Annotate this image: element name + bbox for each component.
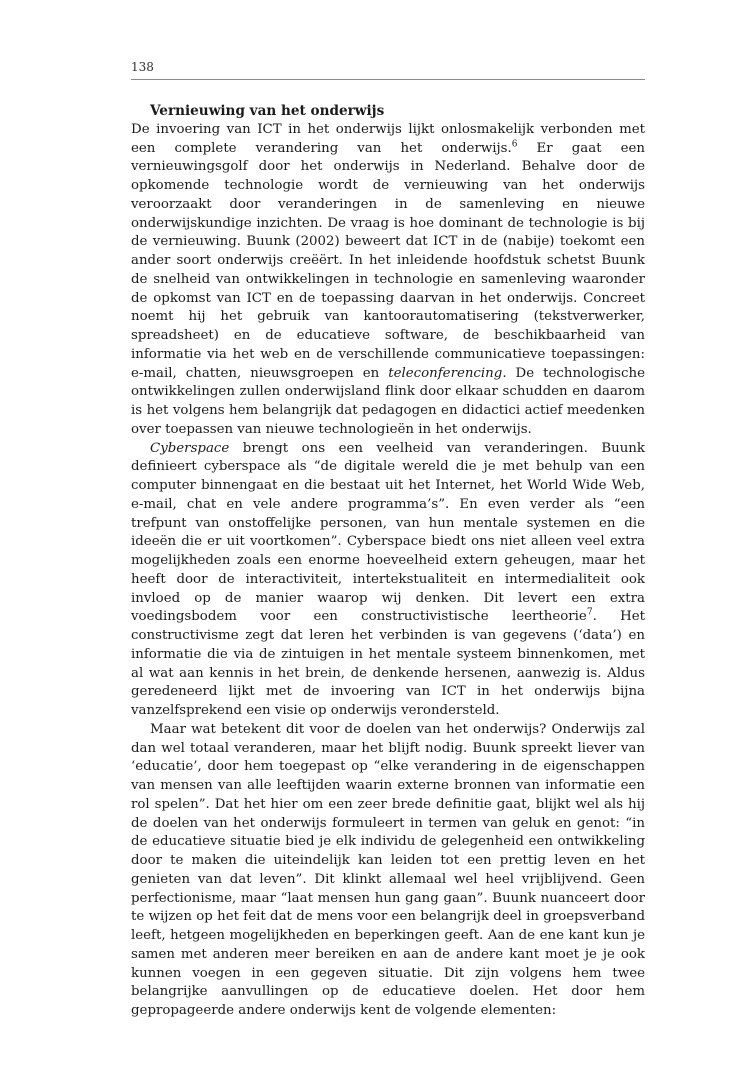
paragraph-3-text: Maar wat betekent dit voor de doelen van het onderwijs? Onderwijs zal dan wel totaal veranderen, maar het blijft nodig. Buunk spreekt liever van ‘educatie’, door hem toegepast op “elke verandering in de eigenschappen van mensen van alle leeftijden waarin externe bronnen van informatie een rol spelen”. Dat het hier om een zeer brede definitie gaat, blijkt wel als hij de doelen van het onderwijs formuleert in termen van geluk en genot: “in de educatieve situatie bied je elk individu de gelegenheid een ontwikkeling door te maken die uiteindelijk kan leiden tot een prettig leven en het genieten van dat leven”. Dit klinkt allemaal wel heel vrijblijvend. Geen perfectionisme, maar “laat mensen hun gang gaan”. Buunk nuanceert door te wijzen op het feit dat de mens voor een belangrijk deel in groepsverband leeft, hetgeen mogelijkheden en beperkingen geeft. Aan de ene kant kun je samen met anderen meer bereiken en aan de andere kant moet je je ook kunnen voegen in een gegeven situatie. Dit zijn volgens hem twee belangrijke aanvullingen op de educatieve doelen. Het door hem gepropageerde andere onderwijs kent de volgende elementen:: [131, 721, 645, 1018]
paragraph-1-text-c: . De technologische ontwikkelingen zullen onderwijsland flink door elkaar schudden en daarom is het volgens hem belangrijk dat pedagogen en didactici actief meedenken over toepassen van nieuwe technologieën in het onderwijs.: [131, 365, 645, 437]
paragraph-3: [131, 721, 645, 1021]
paragraph-2: [131, 440, 645, 721]
paragraph-1: [131, 121, 645, 440]
footnote-ref-7: 7: [586, 607, 593, 618]
footnote-ref-6: 6: [511, 139, 518, 150]
header-rule: [131, 79, 645, 80]
teleconferencing-term: teleconferencing: [388, 365, 503, 381]
page-number: 138: [131, 60, 154, 74]
paragraph-2-text-b: . Het constructivisme zegt dat leren het verbinden is van gegevens (‘data’) en informatie die via de zintuigen in het mentale systeem binnenkomen, met al wat aan kennis in het brein, de denkende hersenen, aanwezig is. Aldus geredeneerd lijkt met de invoering van ICT in het onderwijs bijna vanzelfsprekend een visie op onderwijs verondersteld.: [131, 609, 645, 718]
cyberspace-term: Cyberspace: [150, 440, 230, 456]
paragraph-2-text-a: brengt ons een veelheid van veranderingen. Buunk definieert cyberspace als “de digitale wereld die je met behulp van een computer binnengaat en die bestaat uit het Internet, het World Wide Web, e-mail, chat en vele andere programma’s”. En even verder als “een trefpunt van onstoffelijke personen, van hun mentale systemen en die ideeën die er uit voortkomen”. Cyberspace biedt ons niet alleen veel extra mogelijkheden zoals een enorme hoeveelheid extern geheugen, maar het heeft door de interactiviteit, intertekstualiteit en intermedialiteit ook invloed op de manier waarop wij denken. Dit levert een extra voedingsbodem voor een constructivistische leertheorie: [131, 440, 645, 625]
section-heading: Vernieuwing van het onderwijs: [150, 103, 385, 119]
paragraph-1-text-b: Er gaat een vernieuwingsgolf door het onderwijs in Nederland. Behalve door de opkomende technologie wordt de vernieuwing van het onderwijs veroorzaakt door veranderingen in de samenleving en nieuwe onderwijskundige inzichten. De vraag is hoe dominant de technologie is bij de vernieuwing. Buunk (2002) beweert dat ICT in de (nabije) toekomt een ander soort onderwijs creëërt. In het inleidende hoofdstuk schetst Buunk de snelheid van ontwikkelingen in technologie en samenleving waaronder de opkomst van ICT en de toepassing daarvan in het onderwijs. Concreet noemt hij het gebruik van kantoorautomatisering (tekstverwerker, spreadsheet) en de educatieve software, de beschikbaarheid van informatie via het web en de verschillende communicatieve toepassingen: e-mail, chatten, nieuwsgroepen en: [131, 140, 646, 381]
main-content: [131, 102, 645, 1021]
paragraph-1-text-a: De invoering van ICT in het onderwijs lijkt onlosmakelijk verbonden met een complete verandering van het onderwijs.: [131, 121, 645, 156]
